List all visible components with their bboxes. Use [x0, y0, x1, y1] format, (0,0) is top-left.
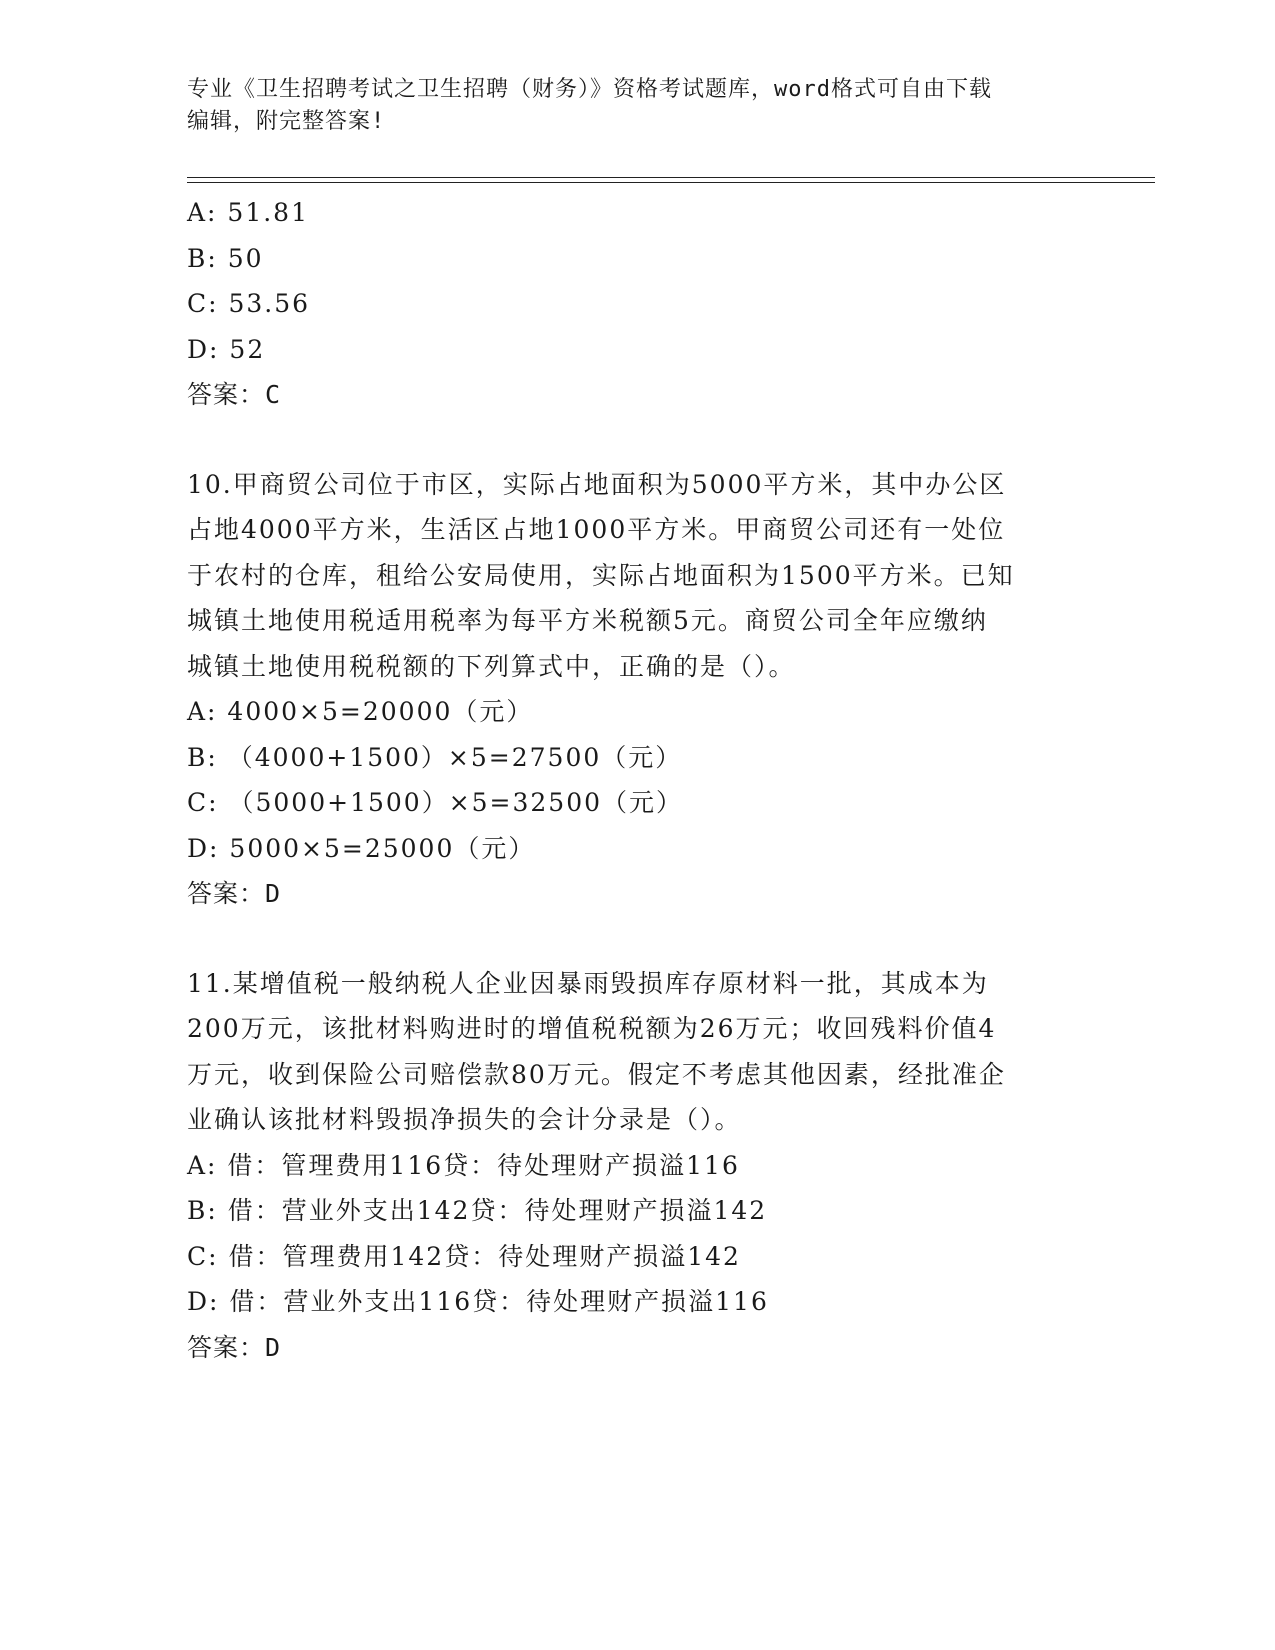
answer: 答案：D	[187, 1332, 282, 1362]
question-text-line: 10.甲商贸公司位于市区，实际占地面积为5000平方米，其中办公区	[187, 469, 1007, 499]
header-line-1: 专业《卫生招聘考试之卫生招聘（财务）》资格考试题库，word格式可自由下载	[187, 77, 992, 102]
question-text-line: 于农村的仓库，租给公安局使用，实际占地面积为1500平方米。已知	[187, 560, 1015, 590]
option-a: A: 51.81	[187, 198, 309, 227]
question-11	[187, 961, 1087, 1371]
spacer	[187, 917, 1087, 961]
option-a: A: 借：管理费用116贷：待处理财产损溢116	[187, 1150, 740, 1180]
option-d: D: 5000×5=25000（元）	[187, 833, 536, 863]
option-b: B: 50	[187, 243, 264, 273]
answer: 答案：D	[187, 879, 282, 908]
option-d: D: 借：营业外支出116贷：待处理财产损溢116	[187, 1287, 769, 1316]
question-text-line: 200万元，该批材料购进时的增值税税额为26万元；收回残料价值4	[187, 1014, 997, 1043]
question-text-line: 城镇土地使用税税额的下列算式中，正确的是（）。	[187, 651, 796, 681]
question-9	[187, 190, 1087, 418]
option-d: D: 52	[187, 334, 266, 364]
answer: 答案：C	[187, 380, 282, 409]
option-c: C: 借：管理费用142贷：待处理财产损溢142	[187, 1241, 741, 1271]
option-b: B: （4000+1500）×5=27500（元）	[187, 742, 683, 772]
option-c: C: （5000+1500）×5=32500（元）	[187, 788, 684, 817]
header-line-2: 编辑，附完整答案!	[187, 109, 386, 134]
option-b: B: 借：营业外支出142贷：待处理财产损溢142	[187, 1196, 768, 1225]
header-rule-bottom	[187, 182, 1155, 183]
document-body	[187, 190, 1087, 1370]
question-text-line: 占地4000平方米，生活区占地1000平方米。甲商贸公司还有一处位	[187, 515, 1006, 544]
question-10	[187, 462, 1087, 917]
spacer	[187, 418, 1087, 462]
question-text-line: 11.某增值税一般纳税人企业因暴雨毁损库存原材料一批，其成本为	[187, 968, 989, 998]
page-header	[187, 74, 1077, 138]
header-rule-top	[187, 177, 1155, 178]
option-c: C: 53.56	[187, 289, 311, 318]
question-text-line: 城镇土地使用税适用税率为每平方米税额5元。商贸公司全年应缴纳	[187, 606, 988, 635]
question-text-line: 业确认该批材料毁损净损失的会计分录是（）。	[187, 1105, 742, 1134]
option-a: A: 4000×5=20000（元）	[187, 697, 534, 726]
question-text-line: 万元，收到保险公司赔偿款80万元。假定不考虑其他因素，经批准企	[187, 1059, 1006, 1089]
